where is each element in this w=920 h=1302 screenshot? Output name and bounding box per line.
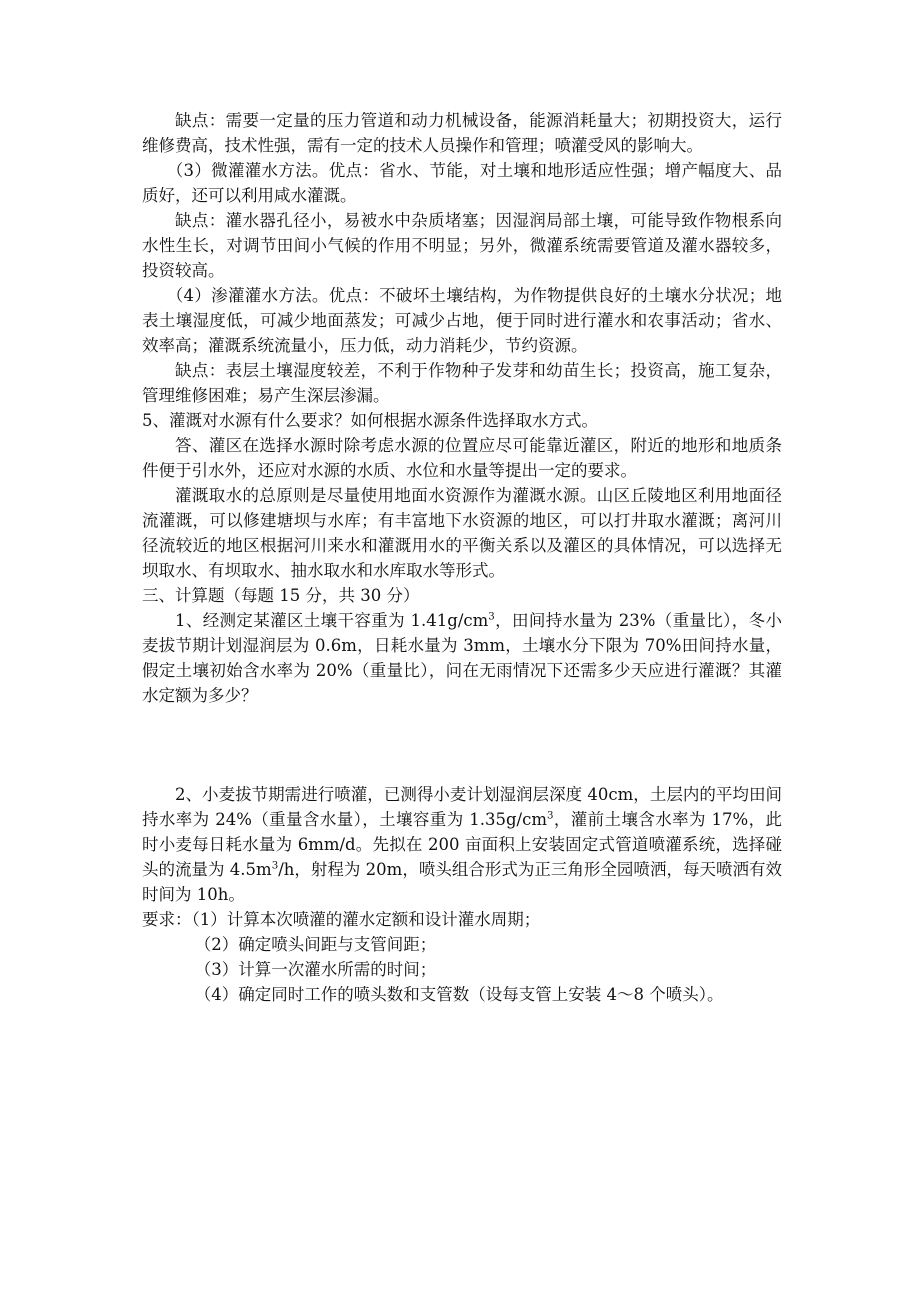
subsurface-irrigation-pros-paragraph: （4）渗灌灌水方法。优点：不破坏土壤结构，为作物提供良好的土壤水分状况；地表土壤湿度低，可减少地面蒸发；可减少占地，便于同时进行灌水和农事活动；省水、效率高；灌溉系统流量小，压力低，动力消耗少，节约资源。 [142, 286, 782, 355]
calc1-text-b: ，田间持水量为 23%（重量比），冬小麦拔节期计划湿润层为 0.6m，日耗水量为 3mm，土壤水分下限为 70%田间持水量，假定土壤初始含水率为 20%（重量比），问在无雨情况下还需多少天应进行灌溉？其灌水定额为多少？ [142, 611, 782, 705]
calculation-question-2 [142, 782, 782, 907]
question-5-title: 5、灌溉对水源有什么要求？如何根据水源条件选择取水方式。 [142, 411, 598, 430]
requirement-item-2: （2）确定喷头间距与支管间距； [194, 935, 437, 954]
answer-space [142, 708, 782, 782]
subsurface-irrigation-cons-paragraph: 缺点：表层土壤湿度较差，不利于作物种子发芽和幼苗生长；投资高，施工复杂，管理维修困难；易产生深层渗漏。 [142, 361, 782, 405]
calc2-text-a: 2、小麦拔节期需进行喷灌，已测得小麦计划湿润层深度 40cm，土层内的平均田间持水率为 24%（重量含水量），土壤容重为 1.35g/cm [142, 785, 782, 829]
question-5-answer-2: 灌溉取水的总原则是尽量使用地面水资源作为灌溉水源。山区丘陵地区利用地面径流灌溉，可以修建塘坝与水库；有丰富地下水资源的地区，可以打井取水灌溉；离河川径流较近的地区根据河川来水和灌溉用水的平衡关系以及灌区的具体情况，可以选择无坝取水、有坝取水、抽水取水和水库取水等形式。 [142, 486, 782, 580]
calc1-text-a: 1、经测定某灌区土壤干容重为 1.41g/cm [175, 611, 489, 630]
calculation-question-1 [142, 608, 782, 708]
calc2-text-c: /h，射程为 20m，喷头组合形式为正三角形全园喷洒，每天喷洒有效时间为 10h。 [142, 860, 782, 904]
document-page [142, 108, 782, 1007]
calc2-superscript-2: 3 [271, 860, 279, 872]
micro-irrigation-cons-paragraph: 缺点：灌水器孔径小，易被水中杂质堵塞；因湿润局部土壤，可能导致作物根系向水性生长，对调节田间小气候的作用不明显；另外，微灌系统需要管道及灌水器较多，投资较高。 [142, 211, 782, 280]
requirements-title: 要求：（1）计算本次喷灌的灌水定额和设计灌水周期； [142, 910, 541, 929]
sprinkler-cons-paragraph: 缺点：需要一定量的压力管道和动力机械设备，能源消耗量大；初期投资大，运行维修费高，技术性强，需有一定的技术人员操作和管理；喷灌受风的影响大。 [142, 111, 782, 155]
section-3-title: 三、计算题（每题 15 分，共 30 分） [142, 586, 420, 605]
requirement-item-4: （4）确定同时工作的喷头数和支管数（设每支管上安装 4～8 个喷头）。 [194, 985, 724, 1004]
micro-irrigation-pros-paragraph: （3）微灌灌水方法。优点：省水、节能，对土壤和地形适应性强；增产幅度大、品质好，还可以利用咸水灌溉。 [142, 161, 782, 205]
calc2-superscript-1: 3 [546, 810, 554, 822]
requirement-item-3: （3）计算一次灌水所需的时间； [194, 960, 437, 979]
calc2-text-b: ，灌前土壤含水率为 17%，此时小麦每日耗水量为 6mm/d。先拟在 200 亩面积上安装固定式管道喷灌系统，选择碰头的流量为 4.5m [142, 810, 782, 879]
calc1-superscript: 3 [488, 611, 495, 623]
question-5-answer-1: 答、灌区在选择水源时除考虑水源的位置应尽可能靠近灌区，附近的地形和地质条件便于引水外，还应对水源的水质、水位和水量等提出一定的要求。 [142, 436, 782, 480]
